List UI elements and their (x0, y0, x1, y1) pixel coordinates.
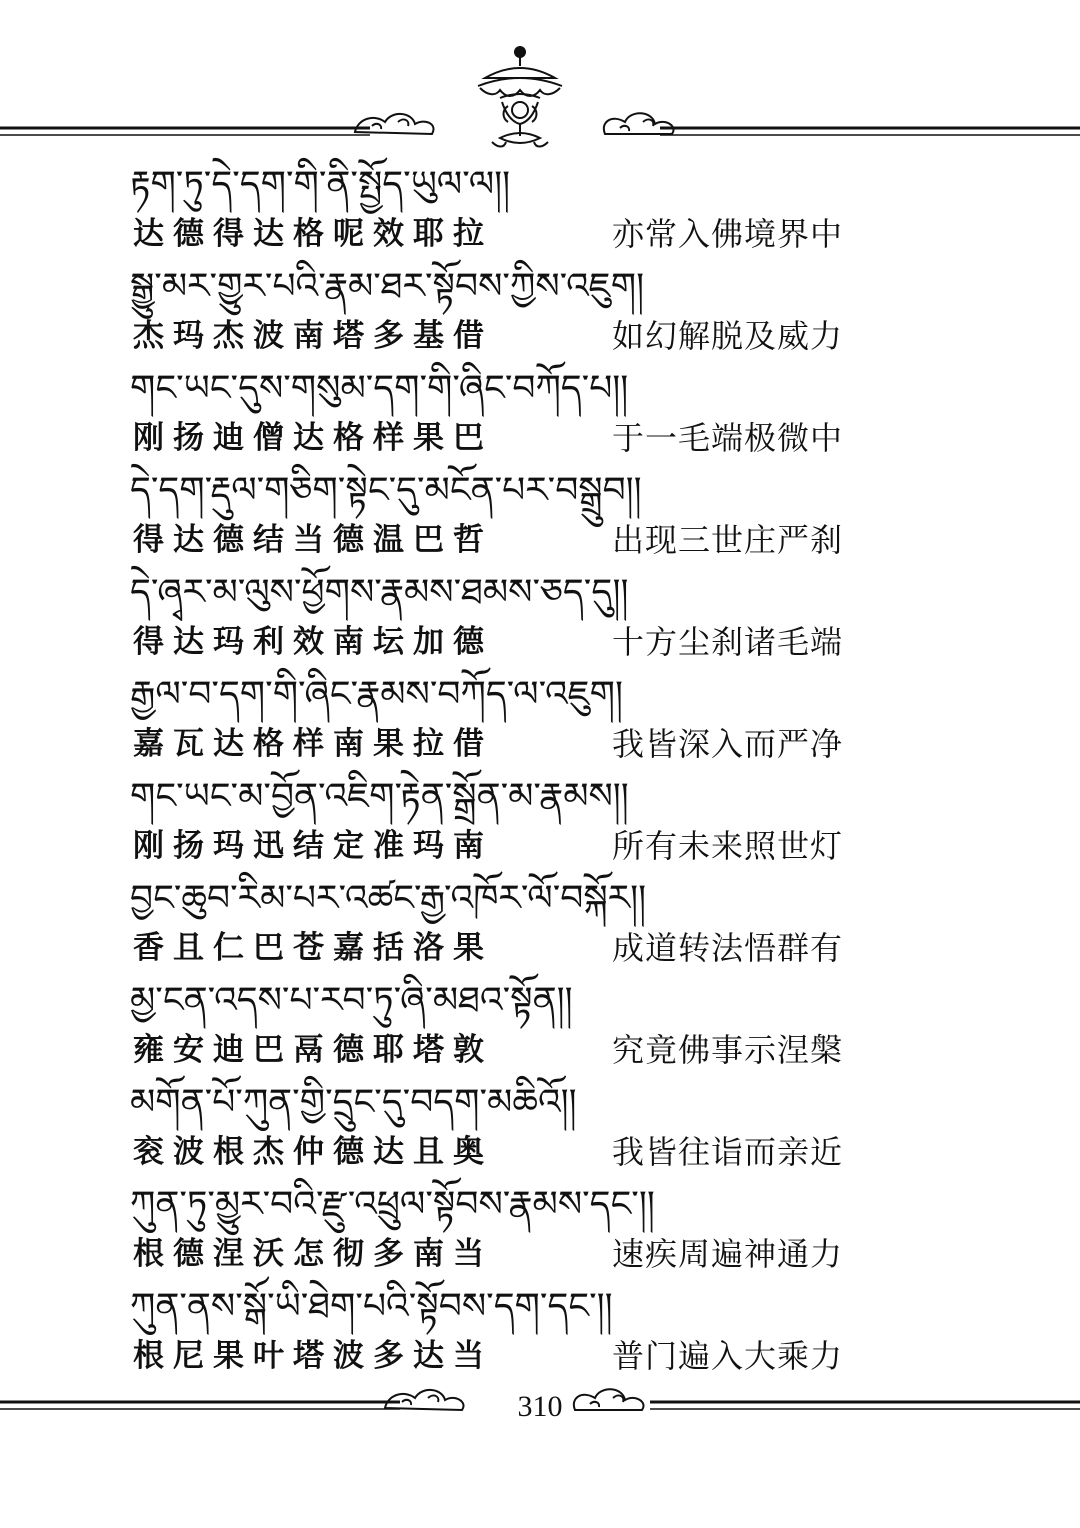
tibetan-line: དེ་དག་རྡུལ་གཅིག་སྟེང་དུ་མངོན་པར་བསྒྲུབ།། (130, 470, 642, 511)
tibetan-line: གང་ཡང་མ་བྱོན་འཇིག་རྟེན་སྒྲོན་མ་རྣམས།། (130, 776, 629, 817)
tibetan-line: སྒྱུ་མར་གྱུར་པའི་རྣམ་ཐར་སྟོབས་ཀྱིས་འཇུག། (130, 266, 645, 307)
header-ornament (0, 40, 1080, 160)
chinese-translation: 我皆深入而严净 (612, 725, 844, 763)
verse-5 (0, 568, 1080, 670)
chinese-translation: 所有未来照世灯 (612, 827, 844, 865)
tibetan-line: ཀུན་ཏུ་མྱུར་བའི་རྫུ་འཕྲུལ་སྟོབས་རྣམས་དང་།། (130, 1184, 655, 1225)
transliteration-line: 雍安迪巴鬲德耶塔敦 (133, 1032, 493, 1068)
tibetan-line: ཀུན་ནས་སྒོ་ཡི་ཐེག་པའི་སྟོབས་དག་དང་།། (130, 1286, 613, 1327)
left-footer-cloud-icon (385, 1390, 464, 1410)
chinese-translation: 普门遍入大乘力 (612, 1337, 844, 1375)
transliteration-line: 刚扬迪僧达格样果巴 (133, 420, 493, 456)
tibetan-line: རྟག་ཏུ་དེ་དག་གི་ནི་སྤྱོད་ཡུལ་ལ།། (130, 164, 511, 205)
tibetan-line: བྱང་ཆུབ་རིམ་པར་འཚང་རྒྱ་འཁོར་ལོ་བསྐོར།། (130, 878, 647, 919)
verse-6 (0, 670, 1080, 772)
verse-2 (0, 262, 1080, 364)
chinese-translation: 如幻解脱及威力 (612, 317, 844, 355)
transliteration-line: 得达玛利效南坛加德 (133, 624, 493, 660)
parasol-emblem-icon (478, 47, 562, 147)
left-cloud-icon (355, 114, 434, 134)
tibetan-line: མྱ་ངན་འདས་པ་རབ་ཏུ་ཞི་མཐའ་སྟོན།། (130, 980, 573, 1021)
transliteration-line: 根德涅沃怎彻多南当 (133, 1236, 493, 1272)
verse-8 (0, 874, 1080, 976)
verse-7 (0, 772, 1080, 874)
transliteration-line: 杰玛杰波南塔多基借 (133, 318, 493, 354)
chinese-translation: 十方尘刹诸毛端 (612, 623, 844, 661)
tibetan-line: མགོན་པོ་ཀུན་གྱི་དྲུང་དུ་བདག་མཆིའོ།། (130, 1082, 577, 1123)
right-cloud-icon (604, 113, 674, 134)
tibetan-line: རྒྱལ་བ་དག་གི་ཞིང་རྣམས་བཀོད་ལ་འཇུག། (130, 674, 624, 715)
chinese-translation: 于一毛端极微中 (612, 419, 844, 457)
transliteration-line: 嘉瓦达格样南果拉借 (133, 726, 493, 762)
chinese-translation: 我皆往诣而亲近 (612, 1133, 844, 1171)
transliteration-line: 香且仁巴苍嘉括洛果 (133, 930, 493, 966)
chinese-translation: 成道转法悟群有 (612, 929, 844, 967)
transliteration-line: 得达德结当德温巴哲 (133, 522, 493, 558)
verse-10 (0, 1078, 1080, 1180)
chinese-translation: 出现三世庄严刹 (612, 521, 844, 559)
page-number: 310 (517, 1390, 563, 1423)
tibetan-line: གང་ཡང་དུས་གསུམ་དག་གི་ཞིང་བཀོད་པ།། (130, 368, 629, 409)
transliteration-line: 根尼果叶塔波多达当 (133, 1338, 493, 1374)
verse-4 (0, 466, 1080, 568)
verse-1 (0, 160, 1080, 262)
transliteration-line: 刚扬玛迅结定准玛南 (133, 828, 493, 864)
chinese-translation: 速疾周遍神通力 (612, 1235, 844, 1273)
verse-3 (0, 364, 1080, 466)
verse-12 (0, 1282, 1080, 1384)
verse-9 (0, 976, 1080, 1078)
verse-11 (0, 1180, 1080, 1282)
chinese-translation: 亦常入佛境界中 (612, 215, 844, 253)
tibetan-line: དེ་ཞྭར་མ་ལུས་ཕྱོགས་རྣམས་ཐམས་ཅད་དུ།། (130, 572, 629, 613)
chinese-translation: 究竟佛事示涅槃 (612, 1031, 844, 1069)
transliteration-line: 衮波根杰仲德达且奥 (133, 1134, 493, 1170)
transliteration-line: 达德得达格呢效耶拉 (133, 216, 493, 252)
